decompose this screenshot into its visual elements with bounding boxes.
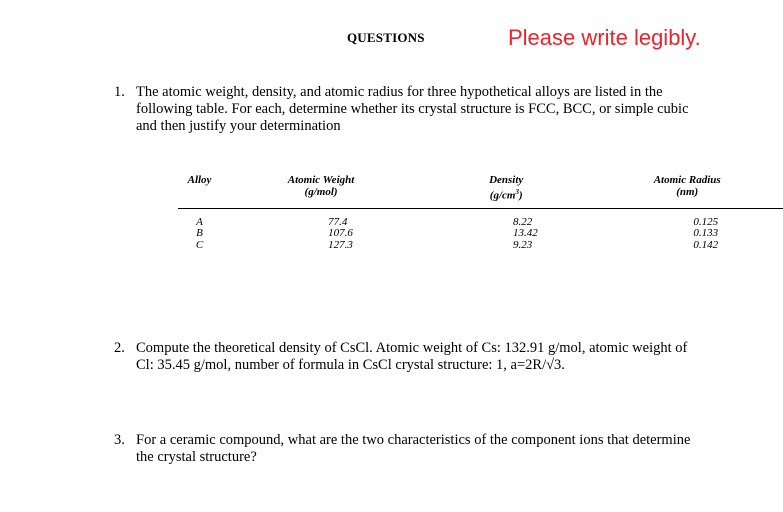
question-3 (114, 432, 704, 466)
table-row (178, 208, 783, 228)
table-row (178, 240, 783, 252)
question-number: 2. (114, 340, 125, 356)
header-atomic-radius: Atomic Radius (nm) (653, 174, 721, 198)
header-density: Density $(g/cm^3)$ (489, 174, 524, 202)
question-2 (114, 340, 704, 374)
cell-atomic-weight: 77.4 (328, 215, 348, 228)
question-number: 1. (114, 84, 125, 100)
alloy-table (178, 172, 783, 251)
cell-alloy: B (196, 227, 203, 240)
cell-density: 9.23 (513, 238, 533, 251)
cell-atomic-radius: 0.133 (693, 227, 719, 240)
header-atomic-weight: Atomic Weight (g/mol) (287, 174, 355, 198)
cell-density: 8.22 (513, 215, 533, 228)
header-alloy: Alloy (187, 174, 212, 186)
question-text: For a ceramic compound, what are the two characteristics of the component ions that determine the crystal structure? (136, 432, 691, 465)
question-text: The atomic weight, density, and atomic radius for three hypothetical alloys are listed in the following table. For each, determine whether its crystal structure is FCC, BCC, or simple cubic and then justify your determination (136, 84, 689, 134)
legibility-note: Please write legibly. (508, 25, 701, 50)
cell-atomic-radius: 0.142 (693, 238, 719, 251)
cell-atomic-weight: 127.3 (328, 238, 353, 251)
table-header-row (178, 172, 783, 208)
cell-alloy: A (196, 215, 203, 228)
cell-alloy: C (195, 238, 204, 251)
page-heading: QUESTIONS (347, 30, 425, 45)
table-row (178, 228, 783, 240)
question-text: Compute the theoretical density of CsCl. Atomic weight of Cs: 132.91 g/mol, atomic weight of Cl: 35.45 g/mol, number of formula in CsCl crystal structure: 1, a=2R/√3. (136, 340, 688, 373)
cell-density: 13.42 (513, 227, 538, 240)
cell-atomic-weight: 107.6 (328, 227, 353, 240)
question-number: 3. (114, 432, 125, 448)
question-1 (114, 84, 704, 135)
cell-atomic-radius: 0.125 (693, 215, 719, 228)
